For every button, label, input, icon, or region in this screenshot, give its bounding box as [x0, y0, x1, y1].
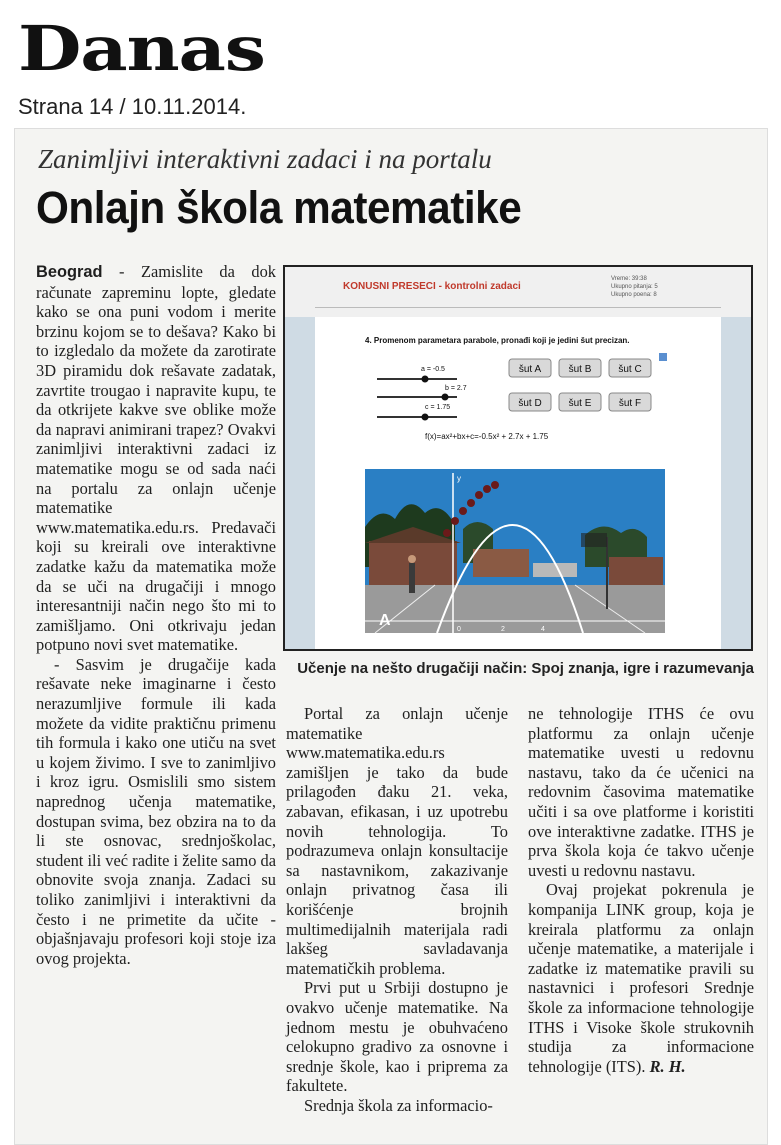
screenshot-formula: f(x)=ax²+bx+c=-0.5x² + 2.7x + 1.75	[425, 432, 549, 441]
math-portal-screenshot	[285, 267, 751, 649]
shot-c-button[interactable]: šut C	[618, 364, 642, 375]
author-signature: R. H.	[649, 1056, 686, 1076]
slider-c-label: c = 1.75	[425, 404, 451, 411]
screenshot-task: 4. Promenom parametara parabole, pronađi koji je jedini šut precizan.	[365, 336, 630, 345]
paragraph-text: - Zamislite da dok računate zapreminu lopte, gledate kako se ona puni vodom i merite brzinu kojom se to dešava? Kako bi to izgledalo da možete da zarotirate 3D piramidu dok rešavate zadatak, zavrtite trougao i napravite kupu, te da otkrijete kakve sve oblike može da napravi animirani trapez? Ovakvi zanimljivi interaktivni zadaci iz matematike mogu se od sada naći na portalu za onlajn učenje matematike www.matematika.edu.rs. Predavači koji su kreirali ove interaktivne zadatke kažu da matematika može da se uči na drugačiji i mnogo interesantniji način nego što mi to zamišljamo. Oni otkrivaju jedan potpuno novi svet matematike.	[36, 262, 276, 655]
photo-caption: Učenje na nešto drugačiji način: Spoj znanja, igre i razumevanja	[297, 660, 754, 677]
axis-tick-4: 4	[541, 626, 545, 633]
axis-y-label: y	[457, 474, 461, 483]
screenshot-meta-time: Vreme: 39:38	[611, 276, 647, 282]
article-column-1	[36, 262, 276, 968]
paragraph: Srednja škola za informacio-	[304, 1095, 493, 1115]
article-column-3	[528, 704, 754, 1076]
shot-d-button[interactable]: šut D	[518, 398, 542, 409]
paragraph	[528, 880, 754, 1076]
article-headline: Onlajn škola matematike	[36, 182, 522, 233]
article-kicker: Zanimljivi interaktivni zadaci i na portalu	[38, 144, 492, 174]
shot-b-button[interactable]: šut B	[568, 364, 592, 375]
page-date-line: Strana 14 / 10.11.2014.	[18, 94, 247, 119]
point-a-label: A	[379, 612, 391, 629]
screenshot-meta-points: Ukupno poena: 8	[611, 292, 657, 298]
basketball-scene	[365, 469, 665, 633]
slider-a-label: a = -0.5	[421, 366, 445, 373]
paragraph: - Sasvim je drugačije kada rešavate neke imaginarne i često nerazumljive formule ili kada možete da vidite praktičnu primenu tih formula i kako one utiču na svet u kojem živimo. I sve to zanimljivo i kroz igru. Osmislili smo sistem naprednog učenja matematike, dostupan svima, bez obzira na to da li ste osnovac, srednjoškolac, student ili već radite i želite samo da obnovite svoja znanja. Zadaci su toliko zanimljivi i interaktivni da često i ne primetite da učite - objašnjavaju profesori koji stoje iza ovog projekta.	[36, 654, 276, 968]
paragraph	[36, 262, 276, 655]
shot-e-button[interactable]: šut E	[568, 398, 592, 409]
paragraph: Portal za onlajn učenje matematike www.matematika.edu.rs zamišljen je tako da bude prilagođen đaku 21. veka, zabavan, efikasan, i uz upotrebu novih tehnologija. To podrazumeva onlajn konsultacije sa nastavnikom, zakazivanje onlajn privatnog časa ili korišćenje brojnih multimedijalnih materijala radi lakšeg savladavanja matematičkih problema.	[286, 704, 508, 978]
paragraph: Prvi put u Srbiji dostupno je ovakvo učenje matematike. Na jednom mestu je obuhvaćeno celokupno gradivo za osnovne i srednje škole, kao i priprema za fakultete.	[286, 978, 508, 1096]
slider-b-label: b = 2.7	[445, 385, 467, 392]
dateline: Beograd	[36, 263, 103, 281]
shot-f-button[interactable]: šut F	[618, 398, 642, 409]
screenshot-title: KONUSNI PRESECI - kontrolni zadaci	[343, 281, 521, 292]
axis-tick-0: 0	[457, 626, 461, 633]
paragraph-text: Ovaj projekat pokrenula je kompanija LINK group, koja je kreirala platformu za onlajn učenje matematike, a materijale i zadatke iz matematike pravili su nastavnici i profesori Srednje škole za informacione tehnologije ITHS i Visoke škole strukovnih studija za informacione tehnologije (ITS).	[528, 880, 754, 1076]
settings-icon[interactable]	[659, 353, 667, 361]
paragraph: ne tehnologije ITHS će ovu platformu za onlajn učenje matematike uvesti u redovnu nastavu, tako da će učenici na redovnim časovima matematike učiti i sa ove platforme i koristiti ove interaktivne zadatke. ITHS je prva škola koja će takvo učenje uvesti u redovnu nastavu.	[528, 704, 754, 880]
article-column-2	[286, 704, 508, 1115]
shot-a-button[interactable]: šut A	[518, 364, 542, 375]
article-photo	[283, 265, 753, 651]
masthead-logo: Danas	[18, 12, 265, 85]
axis-tick-2: 2	[501, 626, 505, 633]
screenshot-meta-questions: Ukupno pitanja: 5	[611, 284, 658, 290]
